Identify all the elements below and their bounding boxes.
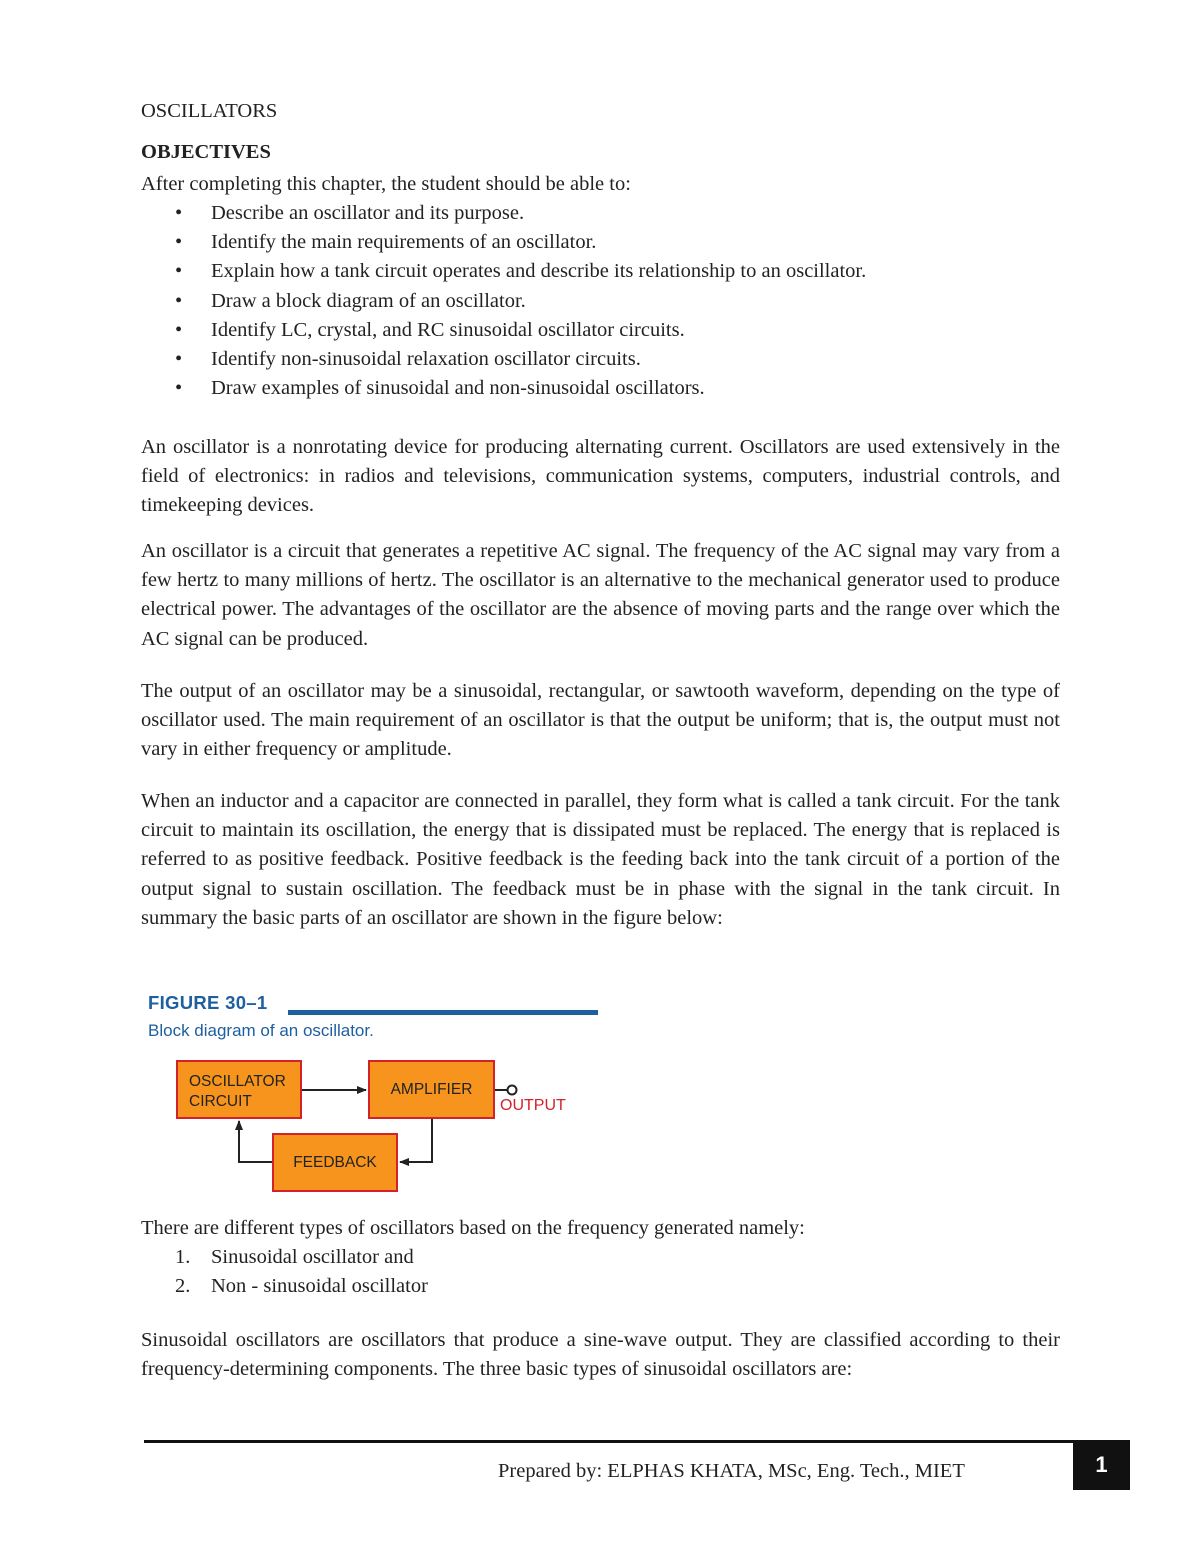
objective-item: • Draw examples of sinusoidal and non-sinusoidal oscillators. [141,374,866,403]
bullet-icon: • [175,289,183,312]
footer-prepared-by: Prepared by: ELPHAS KHATA, MSc, Eng. Tech., MIET [498,1460,965,1482]
paragraph-ac-signal: An oscillator is a circuit that generates a repetitive AC signal. The frequency of the AC signal may vary from a few hertz to many millions of hertz. The oscillator is an alternative to the mechanical generator used to produce electrical power. The advantages of the oscillator are the absence of moving parts and the range over which the AC signal can be produced. [141,540,1060,650]
bullet-icon: • [175,231,183,254]
types-item: 2. Non - sinusoidal oscillator [175,1275,428,1298]
footer-rule [144,1440,1130,1443]
paragraph-sinusoidal: Sinusoidal oscillators are oscillators that produce a sine-wave output. They are classified according to their frequency-determining components. The three basic types of sinusoidal oscillators are: [141,1329,1060,1381]
feedback-block: FEEDBACK [272,1133,398,1192]
bullet-icon: • [175,260,183,283]
figure-label: FIGURE 30–1 [148,992,268,1013]
objective-item: • Identify the main requirements of an oscillator. [141,228,866,257]
page-title: OSCILLATORS [141,100,278,122]
types-item: 1. Sinusoidal oscillator and [175,1246,414,1268]
objectives-intro: After completing this chapter, the student should be able to: [141,173,631,195]
paragraph-tank-circuit: When an inductor and a capacitor are connected in parallel, they form what is called a tank circuit. For the tank circuit to maintain its oscillation, the energy that is dissipated must be replaced. The energy that is replaced is referred to as positive feedback. Positive feedback is the feeding back into the tank circuit of a portion of the output signal to sustain oscillation. The feedback must be in phase with the signal in the tank circuit. In summary the basic parts of an oscillator are shown in the figure below: [141,790,1060,929]
arrow-feedback-to-osc [239,1121,272,1162]
paragraph-output-waveform: The output of an oscillator may be a sinusoidal, rectangular, or sawtooth waveform, depending on the type of oscillator used. The main requirement of an oscillator is that the output be uniform; that is, the output must not vary in either frequency or amplitude. [141,680,1060,761]
objectives-list [141,199,866,403]
types-list [141,1243,428,1301]
objectives-heading: OBJECTIVES [141,141,271,163]
objective-item: • Identify LC, crystal, and RC sinusoidal oscillator circuits. [141,316,866,345]
block-diagram-figure [146,988,606,1198]
bullet-icon: • [175,377,183,400]
output-terminal-icon [508,1086,517,1095]
figure-caption: Block diagram of an oscillator. [148,1021,374,1040]
arrow-amp-to-feedback [400,1119,432,1162]
oscillator-circuit-block: OSCILLATOR CIRCUIT [176,1060,302,1119]
bullet-icon: • [175,318,183,341]
bullet-icon: • [175,202,183,224]
objective-item: • Draw a block diagram of an oscillator. [141,287,866,316]
page-number-badge: 1 [1073,1440,1130,1490]
types-intro: There are different types of oscillators based on the frequency generated namely: [141,1217,805,1239]
paragraph-definition: An oscillator is a nonrotating device for producing alternating current. Oscillators are used extensively in the field of electronics: in radios and televisions, communication systems, computers, industrial controls, and timekeeping devices. [141,436,1060,517]
output-label: OUTPUT [500,1097,566,1114]
amplifier-block: AMPLIFIER [368,1060,495,1119]
objective-item: • Describe an oscillator and its purpose. [141,199,866,228]
objective-item: • Identify non-sinusoidal relaxation oscillator circuits. [141,345,866,374]
objective-item: • Explain how a tank circuit operates and describe its relationship to an oscillator. [141,257,866,286]
bullet-icon: • [175,348,183,371]
